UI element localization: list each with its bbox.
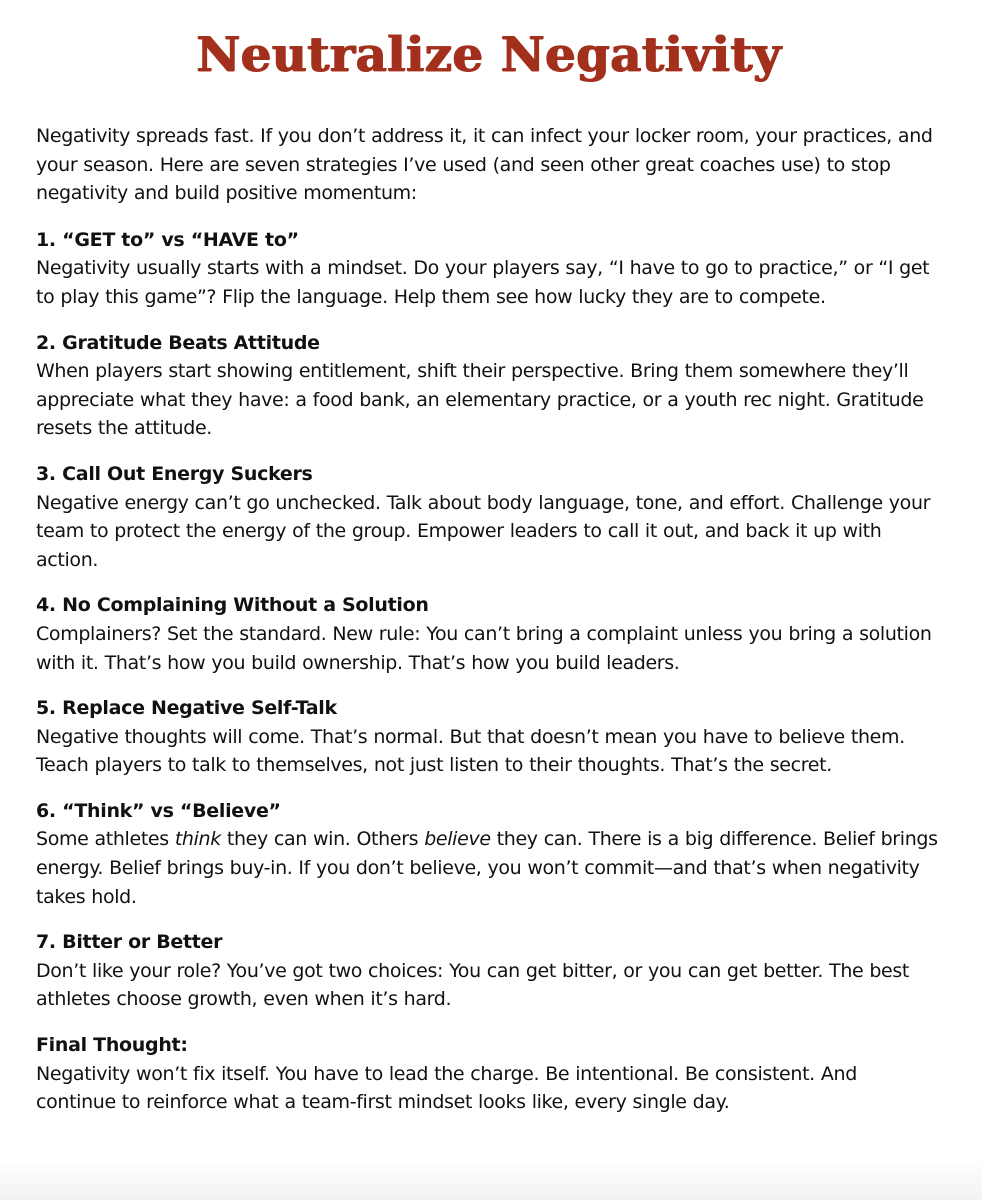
section-final-thought — [36, 1031, 942, 1117]
section-replace-negative-self-talk — [36, 694, 942, 780]
section-heading: 1. “GET to” vs “HAVE to” — [36, 228, 299, 251]
section-heading: 6. “Think” vs “Believe” — [36, 799, 281, 822]
section-body: Negativity usually starts with a mindset. Do your players say, “I have to go to practice,” or “I get to play this game”? Flip the language. Help them see how lucky they are to compete. — [36, 257, 930, 308]
section-body: Complainers? Set the standard. New rule: You can’t bring a complaint unless you bring a solution with it. That’s how you build ownership. That’s how you build leaders. — [36, 622, 932, 674]
section-no-complaining — [36, 591, 942, 677]
body-text-part: they can. There is a big difference. Belief brings energy. Belief brings buy-in. If you don’t believe, you won’t commit—and that’s when negativity takes hold. — [36, 828, 938, 908]
emphasis-believe: believe — [424, 828, 491, 851]
section-heading: 2. Gratitude Beats Attitude — [36, 331, 320, 354]
emphasis-think: think — [174, 828, 221, 851]
body-text-part: they can win. Others — [220, 828, 425, 851]
section-body: Negativity won’t fix itself. You have to lead the charge. Be intentional. Be consistent. And continue to reinforce what a team-first mindset looks like, every single day. — [36, 1062, 857, 1114]
section-body: When players start showing entitlement, shift their perspective. Bring them somewhere they’ll appreciate what they have: a food bank, an elementary practice, or a youth rec night. Gratitude resets the attitude. — [36, 360, 924, 440]
section-heading: 4. No Complaining Without a Solution — [36, 594, 429, 617]
section-body — [36, 825, 942, 911]
section-body: Don’t like your role? You’ve got two choices: You can get bitter, or you can get better. The best athletes choose growth, even when it’s hard. — [36, 959, 910, 1011]
section-heading: 3. Call Out Energy Suckers — [36, 462, 313, 485]
section-heading: 7. Bitter or Better — [36, 931, 223, 954]
section-heading: Final Thought: — [36, 1034, 188, 1057]
section-get-to-vs-have-to — [36, 226, 942, 312]
section-call-out-energy-suckers — [36, 460, 942, 574]
body-text-part: Some athletes — [36, 828, 175, 851]
bottom-edge-shadow — [0, 1160, 982, 1200]
section-gratitude-beats-attitude — [36, 329, 942, 443]
section-bitter-or-better — [36, 928, 942, 1014]
section-body: Negative energy can’t go unchecked. Talk about body language, tone, and effort. Challenge your team to protect the energy of the group. Empower leaders to call it out, and back it up with action. — [36, 491, 931, 571]
page-title: Neutralize Negativity — [196, 27, 782, 83]
section-think-vs-believe — [36, 797, 942, 911]
section-body: Negative thoughts will come. That’s normal. But that doesn’t mean you have to believe them. Teach players to talk to themselves, not just listen to their thoughts. That’s the secret. — [36, 725, 905, 777]
intro-paragraph: Negativity spreads fast. If you don’t address it, it can infect your locker room, your practices, and your season. Here are seven strategies I’ve used (and seen other great coaches use) to stop negativity and build positive momentum: — [36, 125, 933, 205]
section-heading: 5. Replace Negative Self-Talk — [36, 697, 337, 720]
